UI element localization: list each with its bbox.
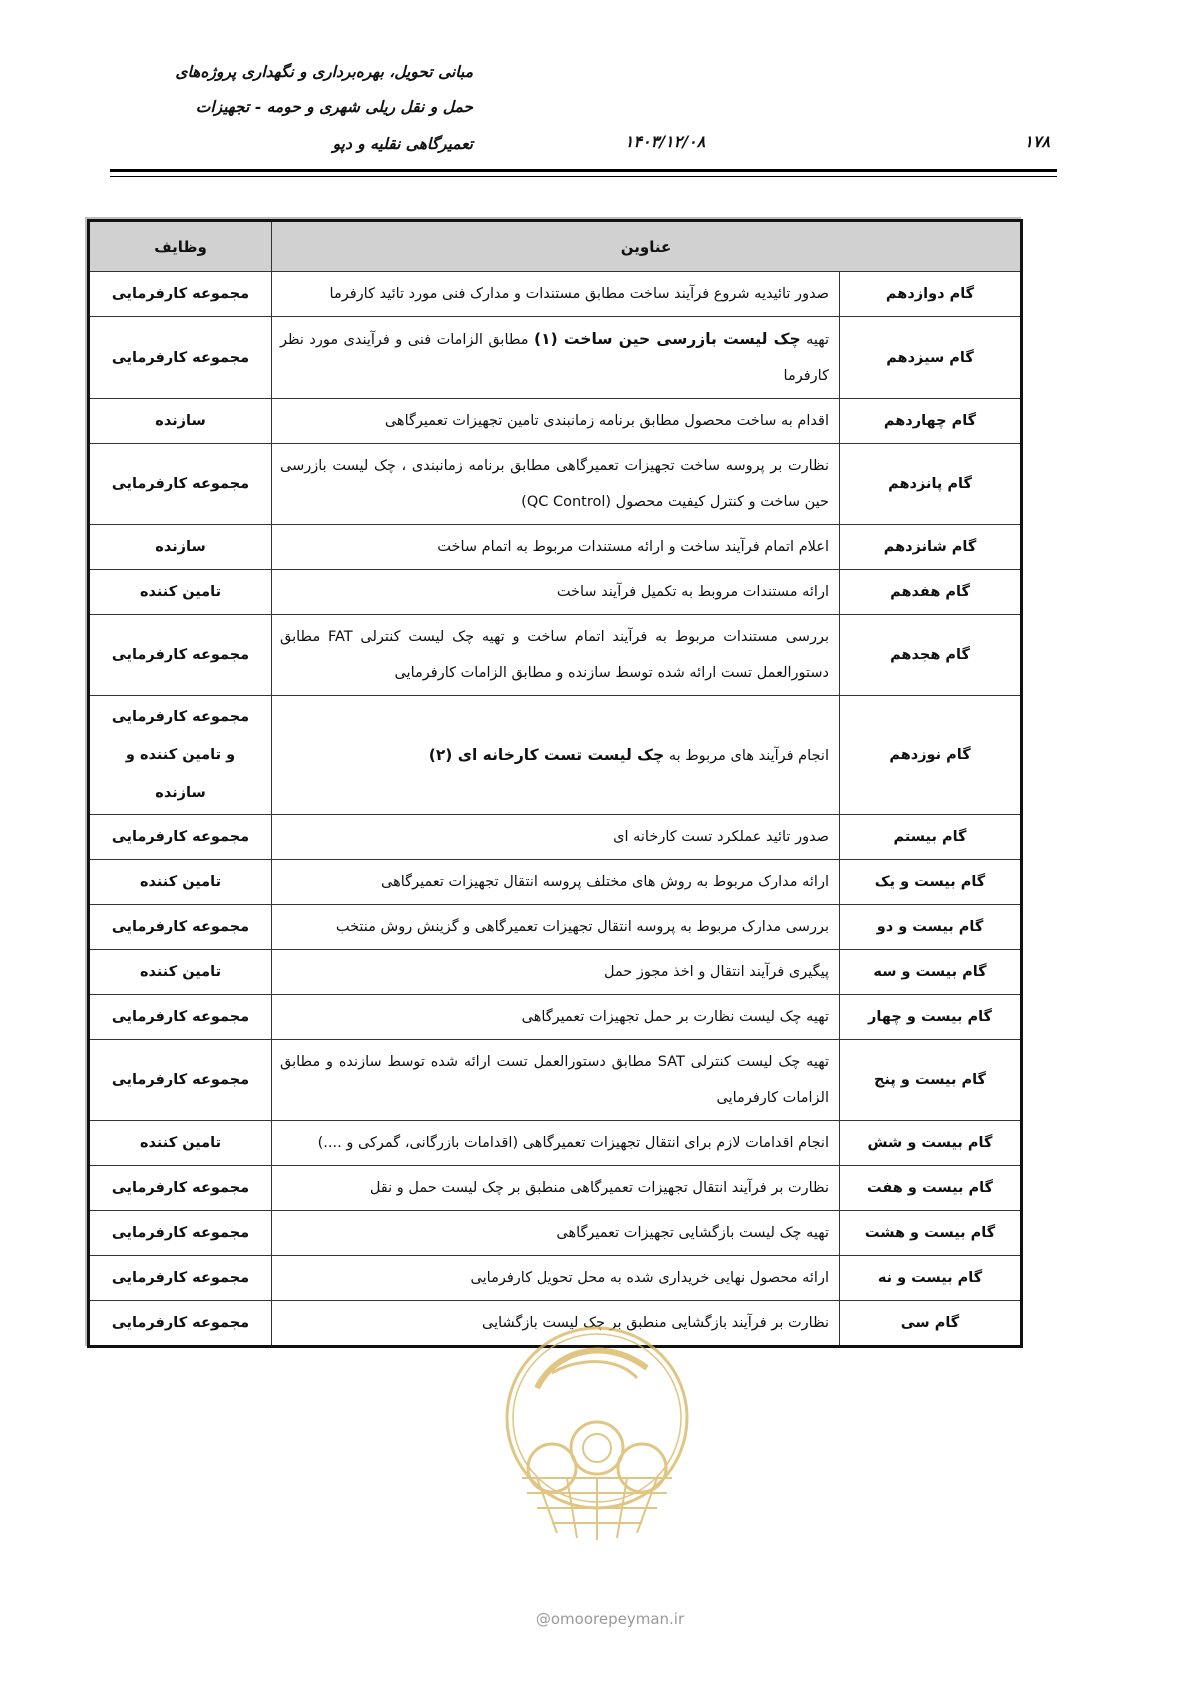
description-text: اعلام اتمام فرآیند ساخت و ارائه مستندات مربوط به اتمام ساخت [437, 539, 829, 555]
header-title-line-3: تعمیرگاهی نقلیه و دپو [332, 134, 473, 153]
header-rule-thick [110, 169, 1057, 172]
responsible-party [89, 615, 272, 696]
step-description [272, 444, 840, 525]
step-label: گام بیست و شش [840, 1121, 1022, 1166]
watermark-seal-logo [497, 1318, 697, 1588]
responsible-party-line: تامین کننده [139, 1135, 222, 1151]
responsible-party-line: مجموعه کارفرمایی [111, 1315, 250, 1331]
description-text: مطابق دستورالعمل تست ارائه شده توسط سازنده و مطابق الزامات کارفرمایی [280, 1054, 829, 1106]
responsible-party-line: مجموعه کارفرمایی [111, 1270, 250, 1286]
step-label: گام هفدهم [840, 570, 1022, 615]
description-bold-text: چک لیست تست کارخانه ای (۲) [428, 745, 665, 764]
description-text: اقدام به ساخت محصول مطابق برنامه زمانبندی تامین تجهیزات تعمیرگاهی [384, 413, 829, 429]
responsible-party-line: مجموعه کارفرمایی [111, 286, 250, 302]
table-body [89, 272, 1022, 1347]
table-row [89, 570, 1022, 615]
responsible-party [89, 272, 272, 317]
watermark-url: @omoorepeyman.ir [535, 1610, 685, 1628]
table-row [89, 317, 1022, 399]
table-row [89, 696, 1022, 815]
table-header-row [89, 221, 1022, 272]
description-text: بررسی مدارک مربوط به پروسه انتقال تجهیزات تعمیرگاهی و گزینش روش منتخب [335, 919, 829, 935]
step-description [272, 950, 840, 995]
description-text: انجام فرآیند های مربوط به [664, 747, 829, 764]
step-description [272, 1166, 840, 1211]
responsible-party [89, 317, 272, 399]
table-row [89, 815, 1022, 860]
table-row [89, 995, 1022, 1040]
responsible-party-line: تامین کننده [139, 964, 222, 980]
description-text: مطابق الزامات فنی و فرآیندی مورد نظر کارفرما [280, 332, 829, 384]
responsible-party [89, 860, 272, 905]
responsible-party-line: سازنده [155, 413, 206, 429]
step-description [272, 1256, 840, 1301]
table-row [89, 399, 1022, 444]
responsible-party-line: مجموعه کارفرمایی [111, 1180, 250, 1196]
responsible-party-line: سازنده [155, 539, 206, 555]
description-text: تهیه چک لیست نظارت بر حمل تجهیزات تعمیرگاهی [521, 1009, 829, 1025]
step-description [272, 525, 840, 570]
step-description [272, 1121, 840, 1166]
responsible-party-line: و تامین کننده و [125, 747, 236, 763]
table-row [89, 1211, 1022, 1256]
table-row [89, 1166, 1022, 1211]
step-description [272, 317, 840, 399]
description-text: QC Control [526, 494, 606, 510]
responsible-party-line: تامین کننده [139, 874, 222, 890]
step-label: گام چهاردهم [840, 399, 1022, 444]
responsible-party-line: تامین کننده [139, 584, 222, 600]
description-text: تهیه چک لیست کنترلی [684, 1054, 829, 1070]
page-number: ۱۷۸ [1024, 132, 1050, 151]
step-description [272, 1211, 840, 1256]
responsible-party [89, 399, 272, 444]
step-label: گام بیست و هفت [840, 1166, 1022, 1211]
step-description [272, 815, 840, 860]
responsible-party-line: مجموعه کارفرمایی [111, 647, 250, 663]
responsible-party-line: سازنده [155, 785, 206, 801]
step-label: گام دوازدهم [840, 272, 1022, 317]
description-text: تهیه چک لیست بازگشایی تجهیزات تعمیرگاهی [556, 1225, 829, 1241]
responsible-party [89, 1121, 272, 1166]
description-text: پیگیری فرآیند انتقال و اخذ مجوز حمل [603, 964, 829, 980]
responsible-party [89, 570, 272, 615]
description-text: ارائه محصول نهایی خریداری شده به محل تحویل کارفرمایی [470, 1270, 829, 1286]
description-text: بررسی مستندات مربوط به فرآیند اتمام ساخت و تهیه چک لیست کنترلی [352, 629, 829, 645]
responsible-party-line: مجموعه کارفرمایی [111, 829, 250, 845]
table-row [89, 905, 1022, 950]
description-bold-text: چک لیست بازرسی حین ساخت (۱) [534, 330, 801, 348]
responsible-party [89, 525, 272, 570]
description-text: مطابق دستورالعمل تست ارائه شده توسط سازنده و مطابق الزامات کارفرمایی [280, 629, 829, 681]
responsible-party-line: مجموعه کارفرمایی [111, 709, 250, 725]
step-label: گام نوزدهم [840, 696, 1022, 815]
responsible-party [89, 1166, 272, 1211]
step-label: گام سی [840, 1301, 1022, 1347]
step-description [272, 860, 840, 905]
step-label: گام شانزدهم [840, 525, 1022, 570]
description-text: SAT [657, 1054, 685, 1070]
responsible-party-line: مجموعه کارفرمایی [111, 919, 250, 935]
description-text: انجام اقدامات لازم برای انتقال تجهیزات تعمیرگاهی (اقدامات بازرگانی، گمرکی و ....) [317, 1135, 829, 1151]
responsible-party [89, 1211, 272, 1256]
description-text: ارائه مدارک مربوط به روش های مختلف پروسه انتقال تجهیزات تعمیرگاهی [381, 874, 829, 890]
step-description [272, 696, 840, 815]
responsible-party [89, 905, 272, 950]
step-label: گام بیستم [840, 815, 1022, 860]
column-header-titles: عناوین [272, 221, 1022, 272]
table-row [89, 860, 1022, 905]
header-rule-thin [110, 176, 1057, 177]
step-description [272, 615, 840, 696]
description-text: ارائه مستندات مروبط به تکمیل فرآیند ساخت [556, 584, 829, 600]
step-label: گام بیست و سه [840, 950, 1022, 995]
responsible-party [89, 995, 272, 1040]
table-row [89, 1121, 1022, 1166]
description-text: FAT [327, 629, 353, 645]
step-label: گام بیست و یک [840, 860, 1022, 905]
responsible-party [89, 950, 272, 995]
responsible-party-line: مجموعه کارفرمایی [111, 476, 250, 492]
responsible-party-line: مجموعه کارفرمایی [111, 1009, 250, 1025]
responsible-party [89, 1256, 272, 1301]
responsible-party [89, 1301, 272, 1347]
header-date: ۱۴۰۳/۱۲/۰۸ [624, 132, 706, 151]
responsible-party-line: مجموعه کارفرمایی [111, 1225, 250, 1241]
table-row [89, 1040, 1022, 1121]
step-label: گام هجدهم [840, 615, 1022, 696]
step-label: گام بیست و نه [840, 1256, 1022, 1301]
column-header-duties: وظایف [89, 221, 272, 272]
step-description [272, 272, 840, 317]
responsible-party [89, 696, 272, 815]
step-label: گام بیست و دو [840, 905, 1022, 950]
table-row [89, 272, 1022, 317]
step-description [272, 1040, 840, 1121]
description-text: نظارت بر پروسه ساخت تجهیزات تعمیرگاهی مطابق برنامه زمانبندی ، چک لیست بازرسی حین ساخت و کنترل کیفیت محصول ( [280, 458, 829, 510]
table-row [89, 444, 1022, 525]
table-row [89, 1256, 1022, 1301]
step-description [272, 995, 840, 1040]
description-text: ) [521, 494, 527, 510]
description-text: نظارت بر فرآیند بازگشایی منطبق بر چک لیست بازگشایی [481, 1315, 829, 1331]
step-label: گام پانزدهم [840, 444, 1022, 525]
responsible-party [89, 1040, 272, 1121]
responsible-party-line: مجموعه کارفرمایی [111, 1072, 250, 1088]
header-title-line-2: حمل و نقل ریلی شهری و حومه - تجهیزات [195, 97, 473, 116]
step-description [272, 570, 840, 615]
table-row [89, 525, 1022, 570]
description-text: صدور تائید عملکرد تست کارخانه ای [613, 829, 829, 845]
steps-table [87, 219, 1023, 1348]
description-text: صدور تائیدیه شروع فرآیند ساخت مطابق مستندات و مدارک فنی مورد تائید کارفرما [329, 286, 829, 302]
header-title-line-1: مبانی تحویل، بهره‌برداری و نگهداری پروژه‌های [175, 62, 473, 81]
description-text: نظارت بر فرآیند انتقال تجهیزات تعمیرگاهی منطبق بر چک لیست حمل و نقل [369, 1180, 829, 1196]
description-text: تهیه [800, 332, 829, 348]
step-label: گام بیست و هشت [840, 1211, 1022, 1256]
step-label: گام بیست و چهار [840, 995, 1022, 1040]
step-description [272, 399, 840, 444]
step-label: گام سیزدهم [840, 317, 1022, 399]
step-label: گام بیست و پنج [840, 1040, 1022, 1121]
responsible-party [89, 815, 272, 860]
responsible-party-line: مجموعه کارفرمایی [111, 349, 250, 366]
step-description [272, 905, 840, 950]
responsible-party [89, 444, 272, 525]
table-row [89, 950, 1022, 995]
table-row [89, 615, 1022, 696]
